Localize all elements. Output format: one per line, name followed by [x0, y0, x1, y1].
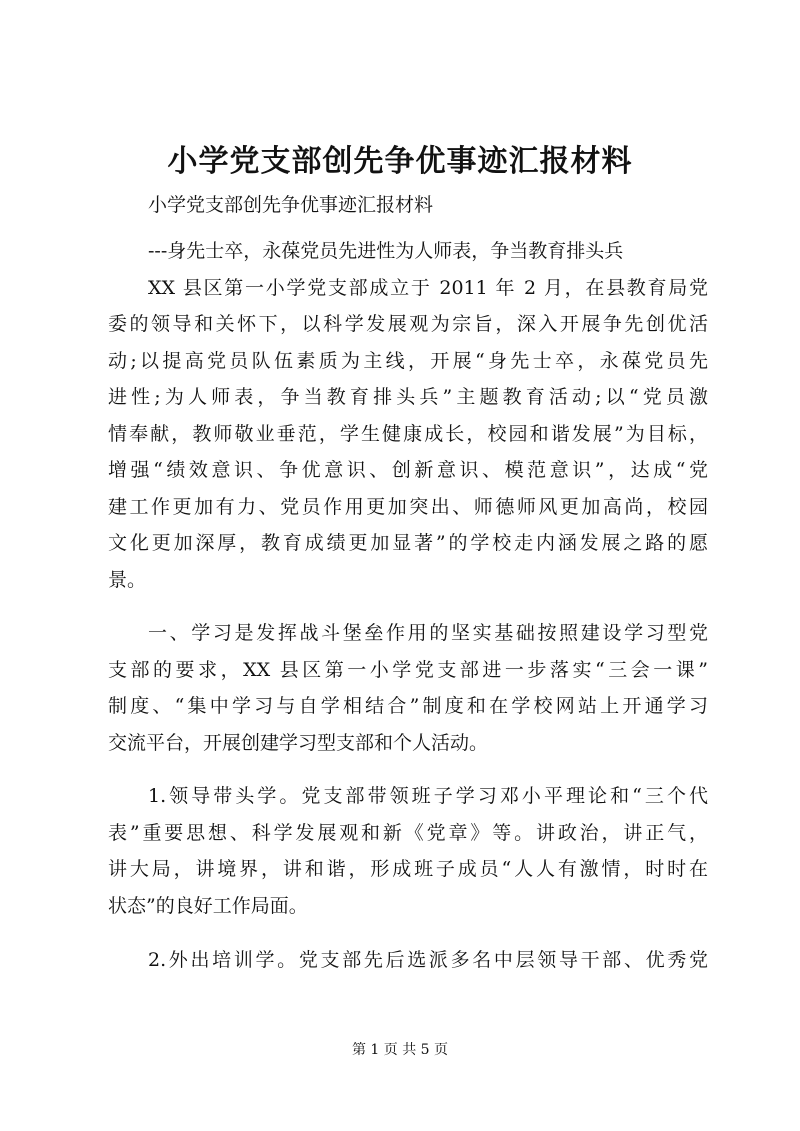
paragraph-line: 制度、“集中学习与自学相结合”制度和在学校网站上开通学习	[108, 695, 708, 717]
paragraph-line: 建工作更加有力、党员作用更加突出、师德师风更加高尚，校园	[108, 496, 708, 518]
paragraph-line: 景。	[108, 569, 147, 591]
paragraph-line: XX 县区第一小学党支部成立于 2011 年 2 月，在县教育局党	[148, 277, 708, 299]
paragraph-line: 表”重要思想、科学发展观和新《党章》等。讲政治，讲正气，	[108, 822, 708, 844]
paragraph-line: 情奉献，教师敬业垂范，学生健康成长，校园和谐发展”为目标，	[108, 423, 708, 445]
paragraph-line: 动;以提高党员队伍素质为主线，开展“身先士卒，永葆党员先	[108, 350, 708, 372]
paragraph-line: 委的领导和关怀下，以科学发展观为宗旨，深入开展争先创优活	[108, 313, 708, 335]
document-title: 小学党支部创先争优事迹汇报材料	[167, 144, 633, 179]
document-subtitle: 小学党支部创先争优事迹汇报材料	[148, 194, 434, 216]
paragraph-line: 讲大局，讲境界，讲和谐，形成班子成员“人人有激情，时时在	[108, 858, 708, 880]
paragraph-line: 交流平台，开展创建学习型支部和个人活动。	[108, 732, 489, 754]
paragraph-line: 增强“绩效意识、争优意识、创新意识、模范意识”，达成“党	[108, 459, 708, 481]
paragraph-line: 1.领导带头学。党支部带领班子学习邓小平理论和“三个代	[148, 785, 708, 807]
paragraph-line: 一、学习是发挥战斗堡垒作用的坚实基础按照建设学习型党	[148, 622, 708, 644]
paragraph-line: 进性;为人师表，争当教育排头兵”主题教育活动;以“党员激	[108, 386, 708, 408]
page-footer: 第 1 页 共 5 页	[351, 1042, 449, 1058]
paragraph-line: 2.外出培训学。党支部先后选派多名中层领导干部、优秀党	[148, 949, 708, 971]
paragraph-line: 文化更加深厚，教育成绩更加显著”的学校走内涵发展之路的愿	[108, 532, 708, 554]
paragraph-line: 状态”的良好工作局面。	[108, 895, 308, 917]
paragraph-line: 支部的要求，XX 县区第一小学党支部进一步落实“三会一课”	[108, 659, 708, 681]
document-slogan: ---身先士卒，永葆党员先进性为人师表，争当教育排头兵	[148, 240, 624, 262]
